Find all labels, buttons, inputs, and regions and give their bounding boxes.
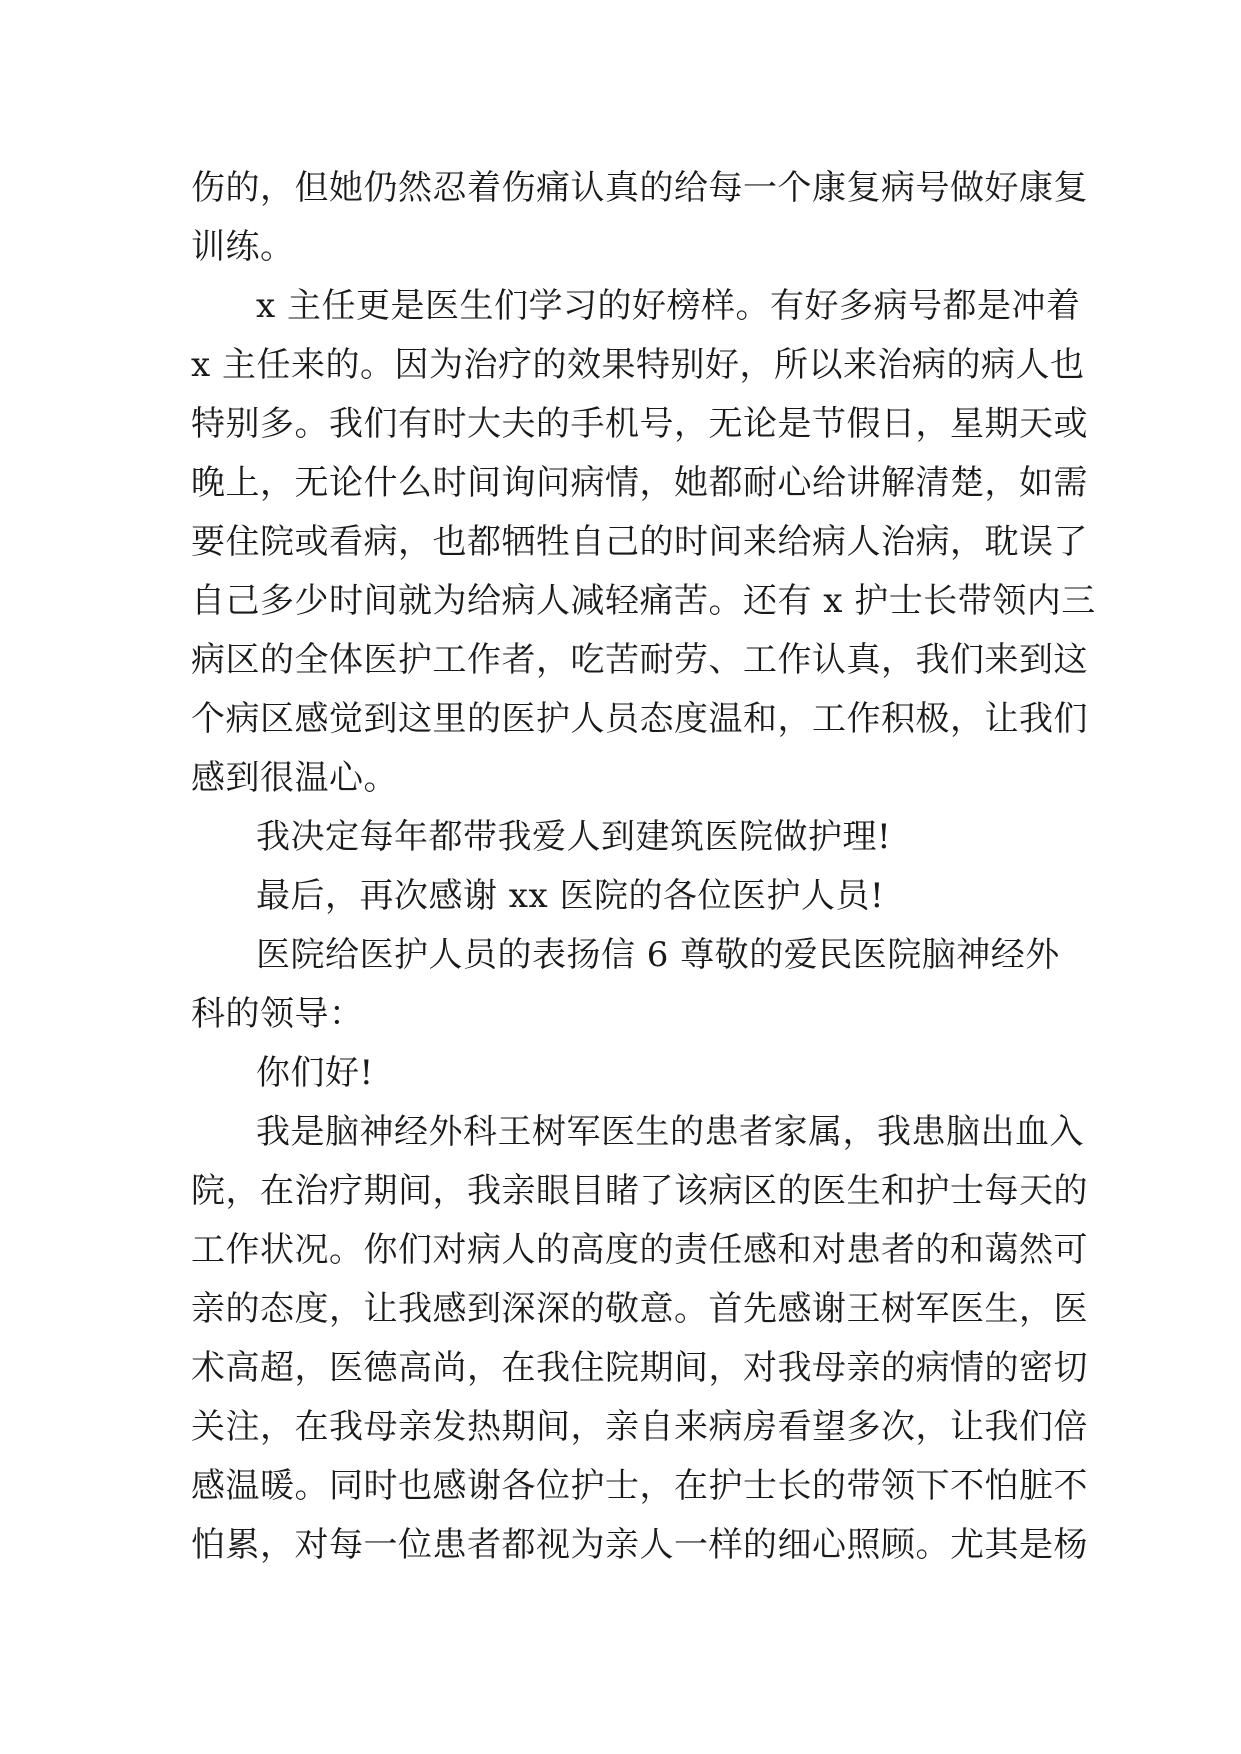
text-line: 你们好! (256, 1053, 374, 1093)
text-line: 术高超，医德高尚，在我住院期间，对我母亲的病情的密切 (191, 1348, 1088, 1388)
text-line: 病区的全体医护工作者，吃苦耐劳、工作认真，我们来到这 (191, 640, 1088, 680)
text-line: 训练。 (191, 227, 295, 267)
text-line: 感到很温心。 (191, 758, 398, 798)
text-line: 自己多少时间就为给病人减轻痛苦。还有 x 护士长带领内三 (191, 581, 1096, 621)
text-line: 工作状况。你们对病人的高度的责任感和对患者的和蔼然可 (191, 1230, 1088, 1270)
text-line: 要住院或看病，也都牺牲自己的时间来给病人治病，耽误了 (191, 522, 1088, 562)
text-line: 个病区感觉到这里的医护人员态度温和，工作积极，让我们 (191, 699, 1088, 739)
text-line: 感温暖。同时也感谢各位护士，在护士长的带领下不怕脏不 (191, 1466, 1088, 1506)
text-line: 院，在治疗期间，我亲眼目睹了该病区的医生和护士每天的 (191, 1171, 1088, 1211)
text-line: 伤的，但她仍然忍着伤痛认真的给每一个康复病号做好康复 (191, 168, 1088, 208)
text-line: x 主任来的。因为治疗的效果特别好，所以来治病的病人也 (191, 345, 1085, 385)
text-line: 怕累，对每一位患者都视为亲人一样的细心照顾。尤其是杨 (191, 1525, 1088, 1565)
text-line: 晚上，无论什么时间询问病情，她都耐心给讲解清楚，如需 (191, 463, 1088, 503)
text-line: 我是脑神经外科王树军医生的患者家属，我患脑出血入 (256, 1112, 1084, 1152)
text-line: 科的领导： (191, 994, 364, 1034)
text-line: 关注，在我母亲发热期间，亲自来病房看望多次，让我们倍 (191, 1407, 1088, 1447)
text-line: 特别多。我们有时大夫的手机号，无论是节假日，星期天或 (191, 404, 1088, 444)
text-line: 最后，再次感谢 xx 医院的各位医护人员! (256, 876, 885, 916)
text-line: x 主任更是医生们学习的好榜样。有好多病号都是冲着 (256, 286, 1081, 326)
text-line: 亲的态度，让我感到深深的敬意。首先感谢王树军医生，医 (191, 1289, 1088, 1329)
text-line: 我决定每年都带我爱人到建筑医院做护理! (256, 817, 892, 857)
text-line: 医院给医护人员的表扬信 6 尊敬的爱民医院脑神经外 (256, 935, 1060, 975)
